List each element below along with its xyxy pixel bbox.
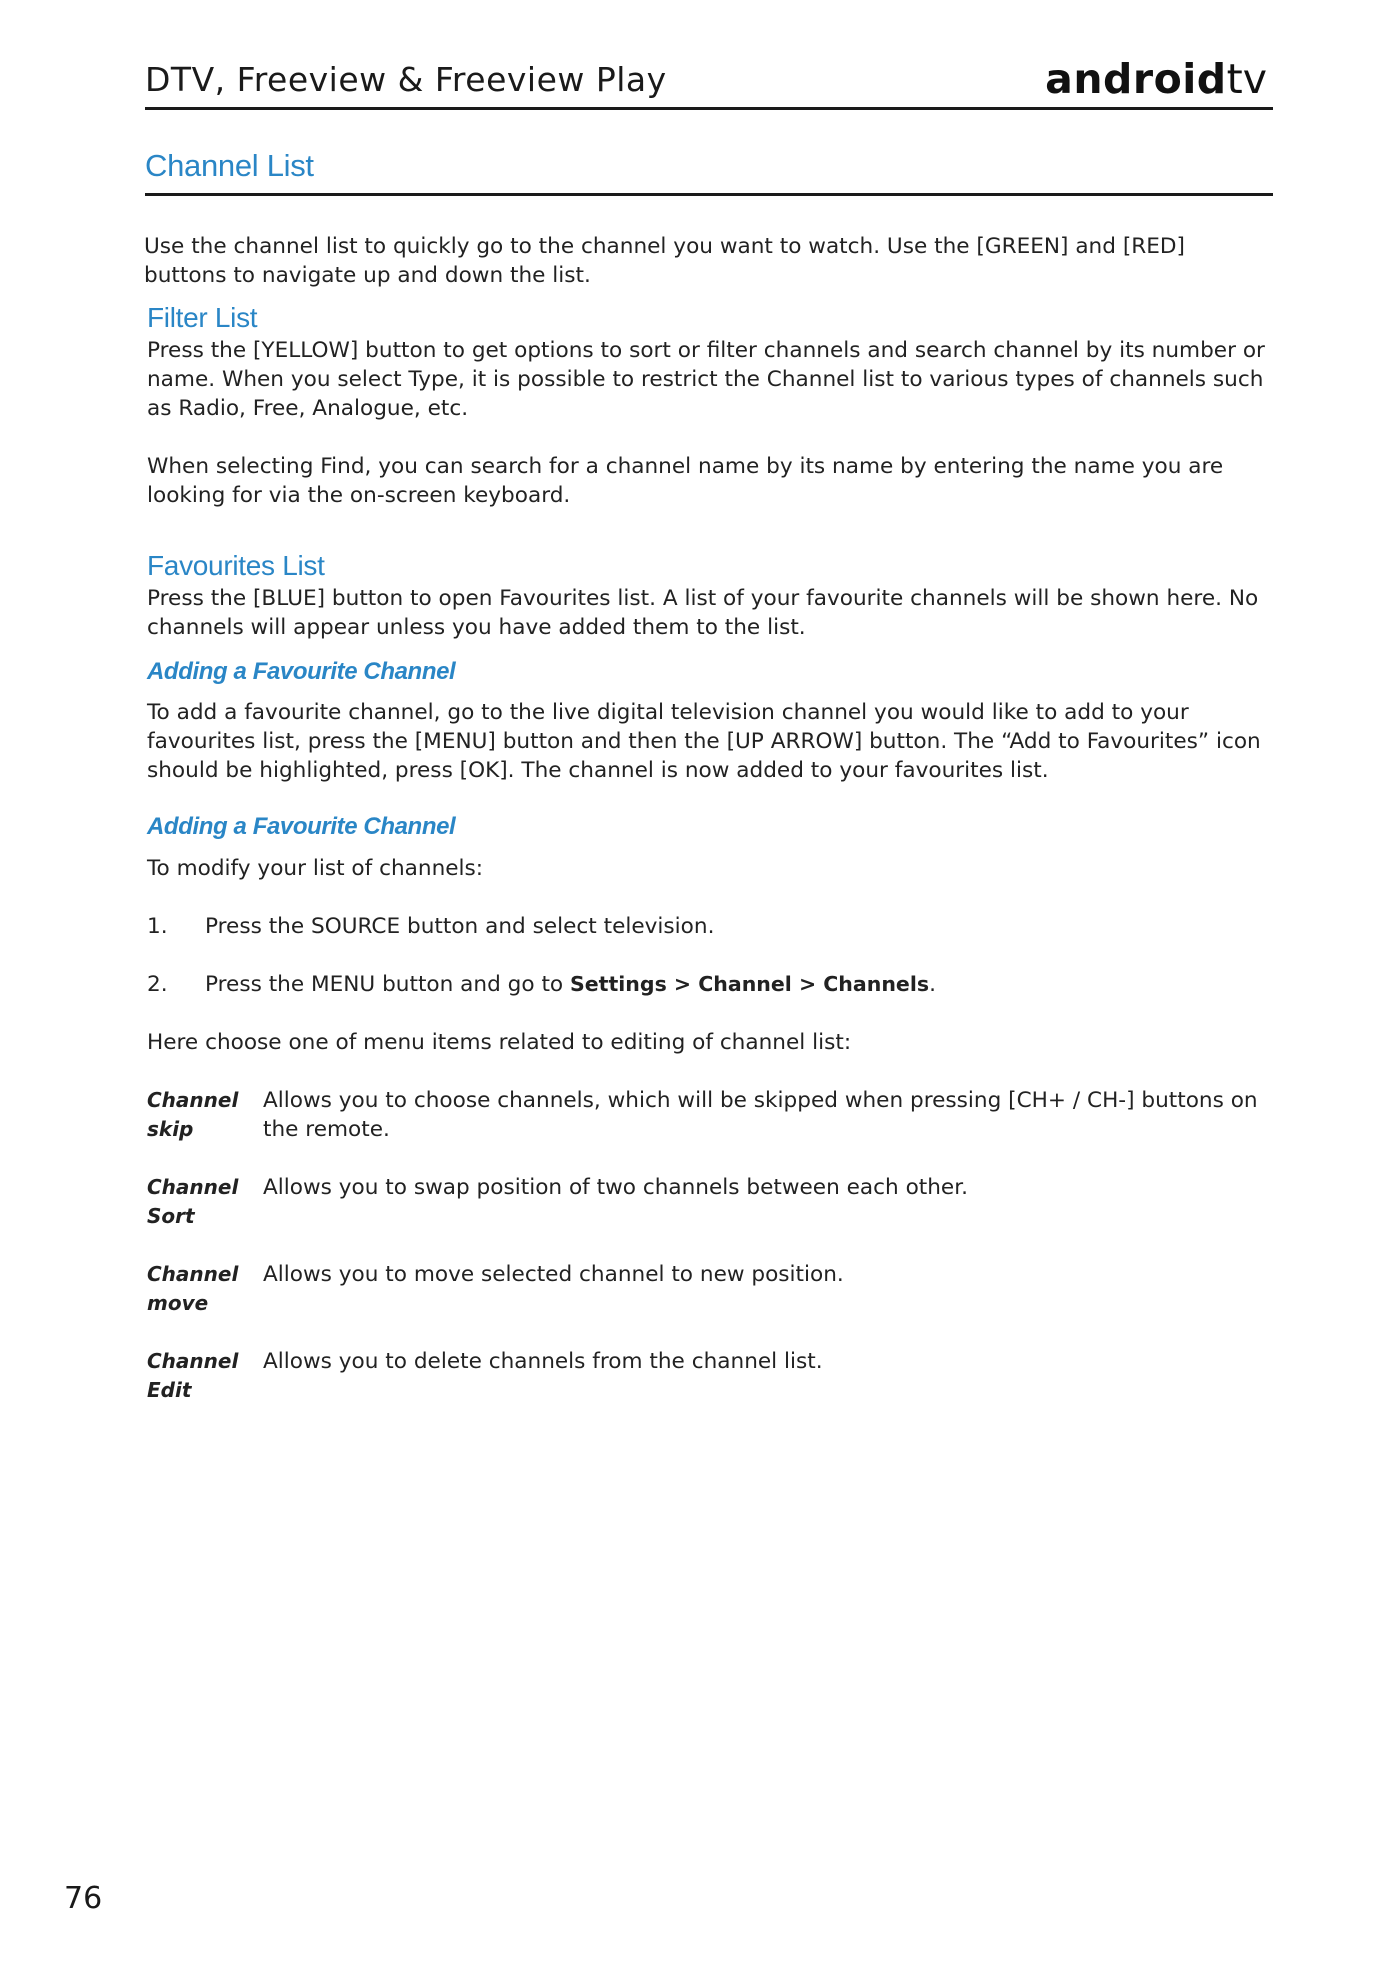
- term-line-1: Channel: [147, 1262, 239, 1286]
- definition-description: Allows you to move selected channel to new position.: [263, 1262, 844, 1287]
- list-item: [147, 912, 1273, 941]
- term-line-1: Channel: [147, 1175, 239, 1199]
- menu-path: Settings > Channel > Channels: [570, 972, 930, 996]
- definition-term: [147, 1086, 263, 1144]
- header-divider: [145, 107, 1273, 110]
- definition-term: [147, 1347, 263, 1405]
- main-content: [144, 232, 1273, 1434]
- step-text: Press the SOURCE button and select television.: [205, 914, 715, 939]
- section-title: Channel List: [145, 148, 314, 183]
- intro-paragraph: Use the channel list to quickly go to the channel you want to watch. Use the [GREEN] and [RED] buttons to navigate up and down the list.: [144, 234, 1185, 288]
- definition-row: [147, 1086, 1273, 1144]
- favourites-paragraph: Press the [BLUE] button to open Favourites list. A list of your favourite channels will be shown here. No channels will appear unless you have added them to the list.: [147, 586, 1259, 640]
- modify-intro: To modify your list of channels:: [147, 856, 484, 881]
- definition-description: Allows you to swap position of two channels between each other.: [263, 1175, 968, 1200]
- section-divider: [145, 193, 1273, 196]
- definition-term: [147, 1173, 263, 1231]
- step-number: 1.: [147, 914, 168, 939]
- logo-tv-text: tv: [1226, 55, 1267, 103]
- favourites-list-heading: Favourites List: [147, 550, 325, 581]
- page-header-title: DTV, Freeview & Freeview Play: [145, 60, 667, 99]
- definition-row: [147, 1173, 1273, 1231]
- term-line-2: move: [147, 1291, 209, 1315]
- term-line-1: Channel: [147, 1088, 239, 1112]
- android-tv-logo: [1045, 55, 1267, 103]
- term-line-2: skip: [147, 1117, 194, 1141]
- step-text-post: .: [929, 972, 936, 997]
- step-text: [205, 970, 1273, 999]
- step-number: 2.: [147, 972, 168, 997]
- adding-favourite-heading: Adding a Favourite Channel: [147, 658, 456, 685]
- definition-row: [147, 1260, 1273, 1318]
- definition-term: [147, 1260, 263, 1318]
- list-item: [147, 970, 1273, 999]
- modify-list-heading: Adding a Favourite Channel: [147, 813, 456, 840]
- filter-list-heading: Filter List: [147, 302, 258, 333]
- filter-paragraph-2: When selecting Find, you can search for a channel name by its name by entering the name you are looking for via the on-screen keyboard.: [147, 454, 1224, 508]
- definition-description: Allows you to choose channels, which will be skipped when pressing [CH+ / CH-] buttons on the remote.: [263, 1088, 1258, 1142]
- definition-row: [147, 1347, 1273, 1405]
- filter-paragraph-1: Press the [YELLOW] button to get options to sort or filter channels and search channel by its number or name. When you select Type, it is possible to restrict the Channel list to various types of channels such as Radio, Free, Analogue, etc.: [147, 338, 1265, 421]
- adding-favourite-paragraph: To add a favourite channel, go to the live digital television channel you would like to add to your favourites list, press the [MENU] button and then the [UP ARROW] button. The “Add to Favourites” icon should be highlighted, press [OK]. The channel is now added to your favourites list.: [147, 700, 1261, 783]
- steps-list: [147, 912, 1273, 999]
- term-line-2: Sort: [147, 1204, 195, 1228]
- term-line-2: Edit: [147, 1378, 192, 1402]
- choose-paragraph: Here choose one of menu items related to editing of channel list:: [147, 1030, 852, 1055]
- definition-description: Allows you to delete channels from the channel list.: [263, 1349, 823, 1374]
- page-number: 76: [64, 1881, 103, 1916]
- term-line-1: Channel: [147, 1349, 239, 1373]
- definition-list: [147, 1086, 1273, 1405]
- logo-android-text: android: [1045, 55, 1227, 103]
- step-text-pre: Press the MENU button and go to: [205, 972, 570, 997]
